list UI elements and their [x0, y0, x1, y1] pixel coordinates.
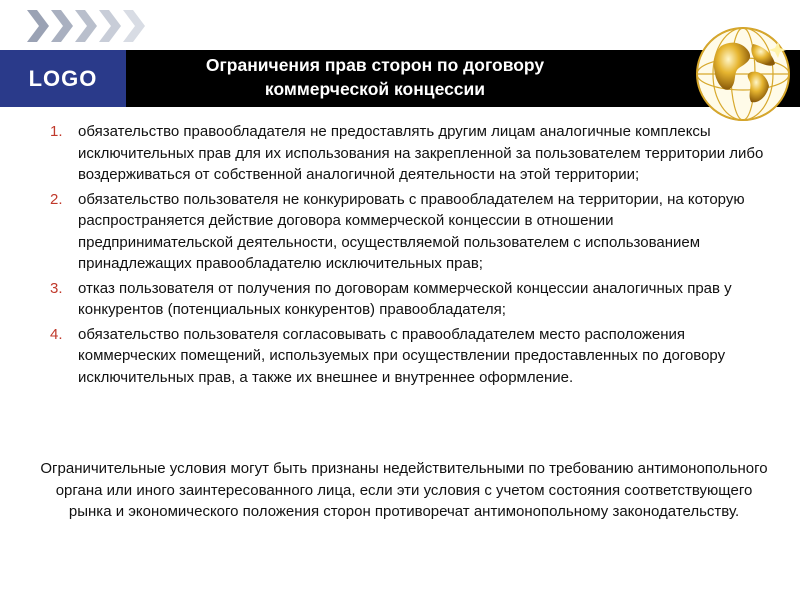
list-item-number: 1.: [50, 123, 63, 140]
logo-text: LOGO: [28, 65, 98, 91]
page-title: [140, 53, 610, 101]
chevron-arrows-icon: [27, 10, 145, 42]
list-item: [44, 121, 764, 186]
logo: [0, 50, 126, 107]
list-item-text: обязательство пользователя согласовывать с правообладателем место расположения коммерческих помещений, используемых при осуществлении предоставленных по договору исключительных прав, а также их внешнее и внутреннее оформление.: [78, 325, 726, 386]
list-item-number: 4.: [50, 325, 63, 343]
list-item-text: обязательство правообладателя не предоставлять другим лицам аналогичные комплексы исключительных прав для их использования на закрепленной за пользователем территории либо воздерживаться от собственной аналогичной деятельности на этой территории;: [78, 123, 764, 183]
restrictions-list-container: [44, 121, 764, 391]
list-item-text: обязательство пользователя не конкурировать с правообладателем на территории, на которую распространяется действие договора коммерческой концессии в отношении предпринимательской деятельности, осуществляемой пользователем с использованием принадлежащих правообладателю исключительных прав;: [78, 190, 745, 272]
list-item-number: 2.: [50, 190, 63, 208]
title-line-1: Ограничения прав сторон по договору: [205, 55, 545, 75]
conclusion-paragraph: Ограничительные условия могут быть признаны недействительными по требованию антимонопольного органа или иного заинтересованного лица, если эти условия с учетом состояния соответствующего рынка и экономического положения сторон противоречат антимонопольному законодательству.: [40, 460, 768, 520]
list-item: [44, 278, 764, 321]
restrictions-list: [44, 121, 764, 388]
title-line-2: коммерческой концессии: [264, 79, 486, 99]
list-item-text: отказ пользователя от получения по договорам коммерческой концессии аналогичных прав у конкурентов (потенциальных конкурентов) правообладателя;: [78, 279, 732, 318]
list-item: [44, 189, 764, 275]
globe-icon: [693, 24, 793, 124]
list-item-number: 3.: [50, 279, 63, 297]
list-item: [44, 324, 764, 389]
